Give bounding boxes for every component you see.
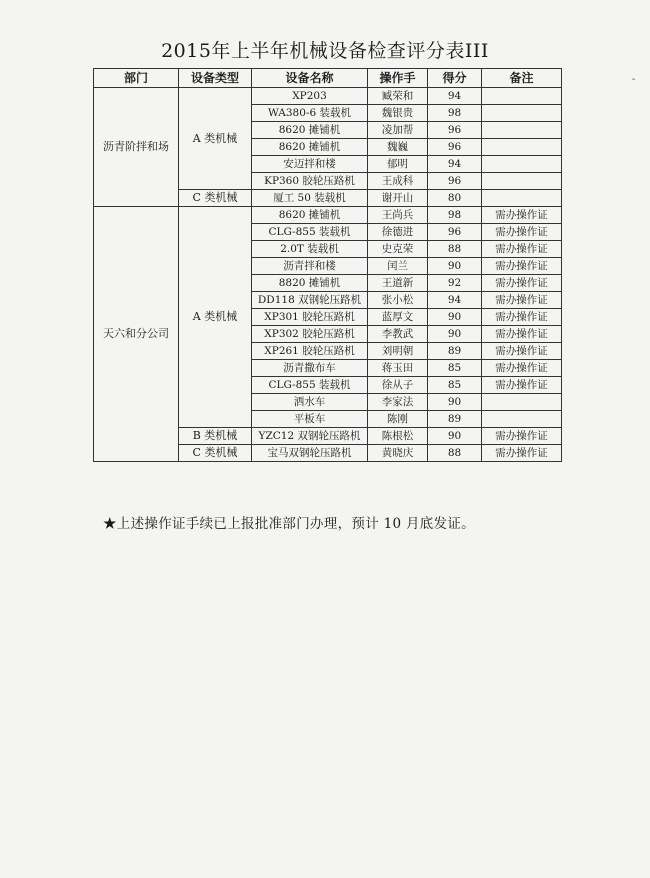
score-cell: 94 [428, 292, 482, 309]
score-cell: 89 [428, 343, 482, 360]
equipment-name-cell: XP301 胶轮压路机 [252, 309, 368, 326]
header-score: 得分 [428, 69, 482, 88]
equipment-name-cell: 8620 摊铺机 [252, 122, 368, 139]
score-cell: 98 [428, 105, 482, 122]
note-cell [482, 105, 562, 122]
table-row [94, 207, 562, 224]
score-cell: 90 [428, 394, 482, 411]
table-header-row [94, 69, 562, 88]
operator-cell: 谢开山 [368, 190, 428, 207]
equipment-name-cell: XP261 胶轮压路机 [252, 343, 368, 360]
operator-cell: 徐从子 [368, 377, 428, 394]
operator-cell: 刘明朝 [368, 343, 428, 360]
note-cell: 需办操作证 [482, 343, 562, 360]
equipment-name-cell: 厦工 50 装载机 [252, 190, 368, 207]
equipment-name-cell: WA380-6 装载机 [252, 105, 368, 122]
footnote: ★上述操作证手续已上报批准部门办理，预计 10 月底发证。 [103, 516, 475, 532]
operator-cell: 黄晓庆 [368, 445, 428, 462]
score-cell: 85 [428, 360, 482, 377]
operator-cell: 李教武 [368, 326, 428, 343]
operator-cell: 蒋玉田 [368, 360, 428, 377]
operator-cell: 陈根松 [368, 428, 428, 445]
equipment-name-cell: 安迈拌和楼 [252, 156, 368, 173]
equipment-name-cell: 8620 摊铺机 [252, 139, 368, 156]
note-cell: 需办操作证 [482, 326, 562, 343]
table-row [94, 88, 562, 105]
operator-cell: 臧荣和 [368, 88, 428, 105]
score-cell: 90 [428, 258, 482, 275]
operator-cell: 蓝厚文 [368, 309, 428, 326]
category-cell: C 类机械 [179, 445, 252, 462]
header-type: 设备类型 [179, 69, 252, 88]
equipment-name-cell: DD118 双钢轮压路机 [252, 292, 368, 309]
operator-cell: 魏银贵 [368, 105, 428, 122]
note-cell [482, 156, 562, 173]
operator-cell: 闰兰 [368, 258, 428, 275]
score-cell: 94 [428, 88, 482, 105]
operator-cell: 史克荣 [368, 241, 428, 258]
operator-cell: 王尚兵 [368, 207, 428, 224]
category-cell: B 类机械 [179, 428, 252, 445]
note-cell: 需办操作证 [482, 241, 562, 258]
equipment-name-cell: XP302 胶轮压路机 [252, 326, 368, 343]
page-title: 2015年上半年机械设备检查评分表III [161, 40, 489, 62]
note-cell: 需办操作证 [482, 445, 562, 462]
corner-mark: - [632, 74, 636, 85]
table-body [94, 88, 562, 462]
category-cell: C 类机械 [179, 190, 252, 207]
score-table [93, 68, 562, 462]
note-cell: 需办操作证 [482, 275, 562, 292]
note-cell [482, 139, 562, 156]
score-cell: 85 [428, 377, 482, 394]
note-cell: 需办操作证 [482, 292, 562, 309]
equipment-name-cell: 平板车 [252, 411, 368, 428]
score-cell: 90 [428, 326, 482, 343]
operator-cell: 王道新 [368, 275, 428, 292]
equipment-name-cell: 洒水车 [252, 394, 368, 411]
score-cell: 98 [428, 207, 482, 224]
operator-cell: 凌加帮 [368, 122, 428, 139]
equipment-name-cell: YZC12 双钢轮压路机 [252, 428, 368, 445]
note-cell [482, 411, 562, 428]
operator-cell: 李家法 [368, 394, 428, 411]
equipment-name-cell: 沥青撒布车 [252, 360, 368, 377]
operator-cell: 徐德进 [368, 224, 428, 241]
score-cell: 92 [428, 275, 482, 292]
department-cell: 天六和分公司 [94, 207, 179, 462]
equipment-name-cell: CLG-855 装载机 [252, 377, 368, 394]
equipment-name-cell: KP360 胶轮压路机 [252, 173, 368, 190]
score-cell: 94 [428, 156, 482, 173]
operator-cell: 张小松 [368, 292, 428, 309]
equipment-name-cell: 宝马双钢轮压路机 [252, 445, 368, 462]
note-cell: 需办操作证 [482, 258, 562, 275]
operator-cell: 郁明 [368, 156, 428, 173]
header-name: 设备名称 [252, 69, 368, 88]
score-cell: 88 [428, 445, 482, 462]
note-cell: 需办操作证 [482, 207, 562, 224]
note-cell [482, 173, 562, 190]
note-cell [482, 122, 562, 139]
equipment-name-cell: XP203 [252, 88, 368, 105]
equipment-name-cell: 2.0T 装载机 [252, 241, 368, 258]
operator-cell: 陈刚 [368, 411, 428, 428]
category-cell: A 类机械 [179, 88, 252, 190]
department-cell: 沥青阶拌和场 [94, 88, 179, 207]
header-operator: 操作手 [368, 69, 428, 88]
header-department: 部门 [94, 69, 179, 88]
equipment-name-cell: CLG-855 装载机 [252, 224, 368, 241]
operator-cell: 王成科 [368, 173, 428, 190]
note-cell: 需办操作证 [482, 428, 562, 445]
score-cell: 96 [428, 173, 482, 190]
equipment-name-cell: 沥青拌和楼 [252, 258, 368, 275]
note-cell: 需办操作证 [482, 377, 562, 394]
score-cell: 80 [428, 190, 482, 207]
score-cell: 89 [428, 411, 482, 428]
header-note: 备注 [482, 69, 562, 88]
operator-cell: 魏巍 [368, 139, 428, 156]
score-cell: 88 [428, 241, 482, 258]
note-cell [482, 394, 562, 411]
score-cell: 96 [428, 139, 482, 156]
note-cell [482, 190, 562, 207]
score-cell: 96 [428, 224, 482, 241]
note-cell: 需办操作证 [482, 309, 562, 326]
score-cell: 96 [428, 122, 482, 139]
score-cell: 90 [428, 309, 482, 326]
equipment-name-cell: 8820 摊铺机 [252, 275, 368, 292]
note-cell: 需办操作证 [482, 224, 562, 241]
note-cell: 需办操作证 [482, 360, 562, 377]
equipment-name-cell: 8620 摊铺机 [252, 207, 368, 224]
score-cell: 90 [428, 428, 482, 445]
note-cell [482, 88, 562, 105]
category-cell: A 类机械 [179, 207, 252, 428]
